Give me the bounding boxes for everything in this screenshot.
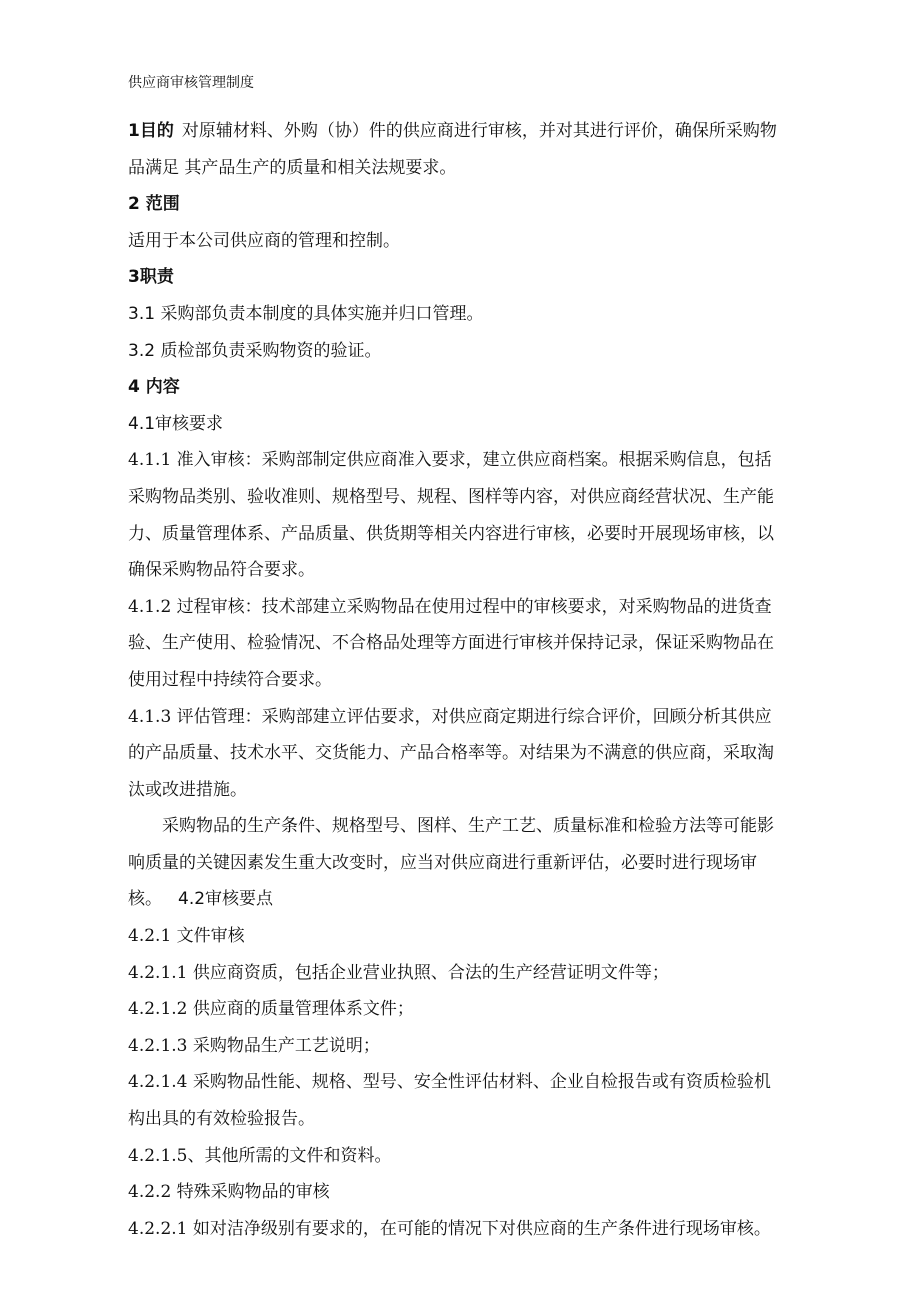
section-3-item-2-text: 质检部负责采购物资的验证。 bbox=[160, 340, 382, 361]
para-4-1-1-line-2: 采购物品类别、验收准则、规格型号、规程、图样等内容，对供应商经营状况、生产能 bbox=[128, 486, 774, 507]
item-4-2-1-3-num: 4.2.1.3 bbox=[128, 1035, 188, 1056]
item-4-2-1-4-line-2: 构出具的有效检验报告。 bbox=[128, 1109, 315, 1130]
para-4-1-3-text-1: 评估管理：采购部建立评估要求，对供应商定期进行综合评价，回顾分析其供应 bbox=[176, 706, 772, 727]
section-3-item-1 bbox=[128, 296, 838, 333]
section-1-heading: 1目的 bbox=[128, 121, 174, 141]
item-4-2-1-5 bbox=[128, 1138, 838, 1175]
section-1-purpose bbox=[128, 113, 838, 150]
section-3-item-1-num: 3.1 bbox=[128, 303, 156, 324]
section-1-line-1: 对原辅材料、外购（协）件的供应商进行审核，并对其进行评价，确保所采购物 bbox=[181, 121, 777, 141]
para-4-1-3-line-1 bbox=[128, 699, 838, 736]
item-4-2-1-1-text: 供应商资质，包括企业营业执照、合法的生产经营证明文件等； bbox=[192, 962, 669, 983]
section-4-2-1-num: 4.2.1 bbox=[128, 926, 172, 947]
section-4-2-1-heading bbox=[128, 918, 838, 955]
para-4-1-2-text-1: 过程审核：技术部建立采购物品在使用过程中的审核要求，对采购物品的进货查 bbox=[176, 596, 772, 617]
para-4-1-2-line-1 bbox=[128, 589, 838, 626]
section-4-2-1-title: 文件审核 bbox=[176, 926, 245, 947]
item-4-2-1-2-num: 4.2.1.2 bbox=[128, 999, 188, 1020]
section-4-2-num: 4.2 bbox=[178, 889, 206, 910]
item-4-2-1-4-num: 4.2.1.4 bbox=[128, 1072, 188, 1093]
section-3-item-1-text: 采购部负责本制度的具体实施并归口管理。 bbox=[160, 303, 484, 324]
section-4-2-title: 审核要点 bbox=[205, 889, 274, 910]
item-4-2-1-5-text: 其他所需的文件和资料。 bbox=[204, 1145, 392, 1166]
para-change-line-1: 采购物品的生产条件、规格型号、图样、生产工艺、质量标准和检验方法等可能影 bbox=[162, 816, 774, 837]
item-4-2-1-2 bbox=[128, 991, 838, 1028]
section-4-1-title: 审核要求 bbox=[155, 413, 224, 434]
section-3-item-2 bbox=[128, 333, 838, 370]
para-4-1-1-line-4: 确保采购物品符合要求。 bbox=[128, 560, 315, 581]
section-4-heading: 4 内容 bbox=[128, 377, 180, 398]
item-4-2-1-5-num: 4.2.1.5、 bbox=[128, 1145, 205, 1166]
item-4-2-1-1-num: 4.2.1.1 bbox=[128, 962, 188, 983]
section-4-1-heading bbox=[128, 406, 838, 443]
item-4-2-1-3 bbox=[128, 1028, 838, 1065]
section-2-text: 适用于本公司供应商的管理和控制。 bbox=[128, 230, 400, 251]
para-4-1-3-num: 4.1.3 bbox=[128, 706, 172, 727]
para-4-1-2-line-2: 验、生产使用、检验情况、不合格品处理等方面进行审核并保持记录，保证采购物品在 bbox=[128, 633, 774, 654]
item-4-2-1-2-text: 供应商的质量管理体系文件； bbox=[192, 999, 414, 1020]
para-change-line-3 bbox=[128, 881, 838, 918]
section-4-1-num: 4.1 bbox=[128, 413, 156, 434]
section-4-2-2-title: 特殊采购物品的审核 bbox=[176, 1182, 330, 1203]
item-4-2-2-1-num: 4.2.2.1 bbox=[128, 1218, 188, 1239]
para-4-1-1-num: 4.1.1 bbox=[128, 450, 172, 471]
section-3-heading: 3职责 bbox=[128, 267, 174, 288]
item-4-2-1-4-text: 采购物品性能、规格、型号、安全性评估材料、企业自检报告或有资质检验机 bbox=[192, 1072, 771, 1093]
para-4-1-1-text-1: 准入审核：采购部制定供应商准入要求，建立供应商档案。根据采购信息，包括 bbox=[176, 450, 772, 471]
item-4-2-2-1-text: 如对洁净级别有要求的，在可能的情况下对供应商的生产条件进行现场审核。 bbox=[192, 1218, 771, 1239]
item-4-2-1-1 bbox=[128, 955, 838, 992]
para-4-1-1-line-3: 力、质量管理体系、产品质量、供货期等相关内容进行审核，必要时开展现场审核，以 bbox=[128, 523, 774, 544]
section-4-2-2-heading bbox=[128, 1174, 838, 1211]
para-4-1-3-line-3: 汰或改进措施。 bbox=[128, 779, 247, 800]
para-4-1-3-line-2: 的产品质量、技术水平、交货能力、产品合格率等。对结果为不满意的供应商，采取淘 bbox=[128, 743, 774, 764]
section-2-heading: 2 范围 bbox=[128, 194, 180, 215]
para-change-text-3: 核。 bbox=[128, 889, 162, 910]
document-body bbox=[128, 113, 838, 1247]
section-3-item-2-num: 3.2 bbox=[128, 340, 156, 361]
para-change-line-2: 响质量的关键因素发生重大改变时，应当对供应商进行重新评估，必要时进行现场审 bbox=[128, 852, 757, 873]
section-4-2-2-num: 4.2.2 bbox=[128, 1182, 172, 1203]
item-4-2-1-3-text: 采购物品生产工艺说明； bbox=[192, 1035, 380, 1056]
para-4-1-2-line-3: 使用过程中持续符合要求。 bbox=[128, 669, 332, 690]
para-4-1-1-line-1 bbox=[128, 442, 838, 479]
item-4-2-2-1 bbox=[128, 1211, 838, 1248]
item-4-2-1-4 bbox=[128, 1064, 838, 1101]
page-header: 供应商审核管理制度 bbox=[128, 75, 254, 91]
para-4-1-2-num: 4.1.2 bbox=[128, 596, 172, 617]
section-1-line-2: 品满足 其产品生产的质量和相关法规要求。 bbox=[128, 157, 457, 178]
